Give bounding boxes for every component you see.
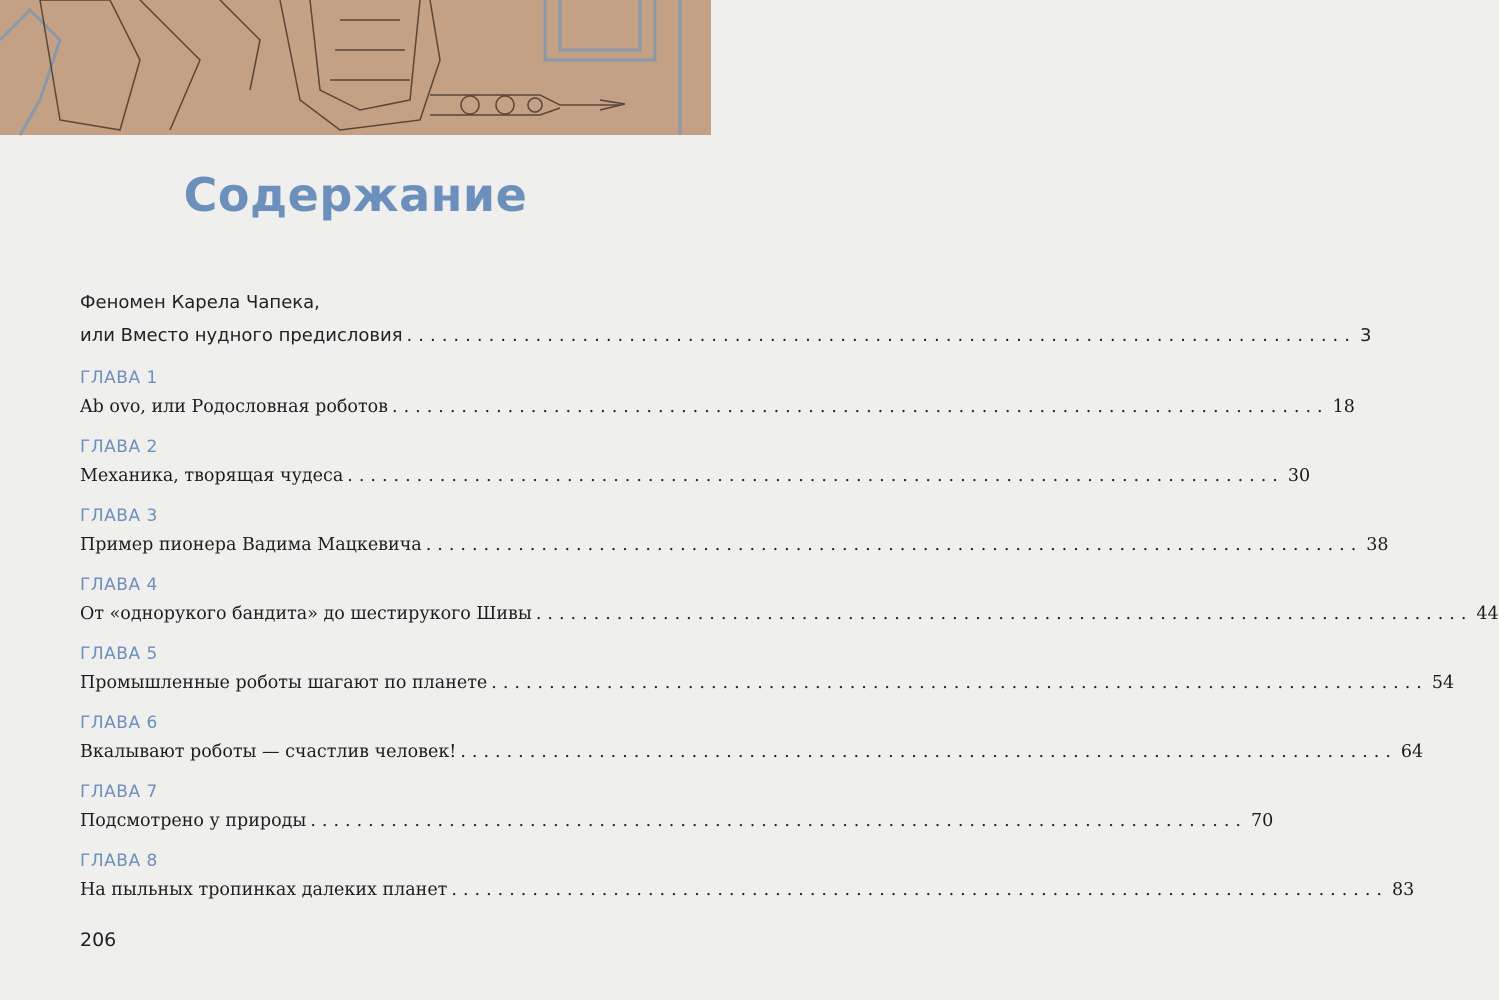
- chapter-page: 38: [1366, 535, 1389, 555]
- chapter-page: 18: [1332, 397, 1355, 417]
- robot-drawing-icon: [0, 0, 711, 135]
- chapter-label: ГЛАВА 7: [80, 782, 158, 802]
- chapter-page: 70: [1250, 811, 1274, 831]
- leader-dots: .................................................................................: [425, 535, 1363, 555]
- leader-dots: .................................................................................: [535, 604, 1473, 624]
- toc-intro-page: 3: [1360, 325, 1372, 346]
- chapter-page: 44: [1476, 604, 1499, 624]
- chapter-row: [80, 738, 1424, 766]
- chapter-title: Ab ovo, или Родословная роботов: [80, 397, 389, 417]
- chapter-label: ГЛАВА 4: [80, 575, 158, 595]
- toc-chapter: [80, 501, 1389, 559]
- page-title: Содержание: [183, 168, 528, 222]
- chapter-label: ГЛАВА 1: [80, 368, 158, 388]
- toc-intro-line1: Феномен Карела Чапека,: [80, 292, 320, 313]
- toc-intro-entry: [80, 286, 1372, 352]
- chapter-page: 83: [1391, 880, 1415, 900]
- toc-intro-line2-row: [80, 319, 1372, 352]
- chapter-page: 64: [1400, 742, 1424, 762]
- chapter-page: 30: [1287, 466, 1311, 486]
- chapter-label: ГЛАВА 3: [80, 506, 158, 526]
- leader-dots: .................................................................................: [460, 742, 1397, 762]
- chapter-title: Пример пионера Вадима Мацкевича: [80, 535, 422, 555]
- header-illustration: [0, 0, 711, 135]
- page-number: 206: [80, 929, 117, 951]
- toc-chapter: [80, 777, 1274, 835]
- toc-chapter: [80, 846, 1415, 904]
- toc-chapter: [80, 708, 1424, 766]
- leader-dots: .................................................................................: [310, 811, 1247, 831]
- leader-dots: .................................................................................: [392, 397, 1329, 417]
- chapter-row: [80, 807, 1274, 835]
- chapter-title: От «однорукого бандита» до шестирукого Шивы: [80, 604, 532, 624]
- chapter-label: ГЛАВА 2: [80, 437, 158, 457]
- toc-chapter: [80, 432, 1311, 490]
- chapter-label: ГЛАВА 5: [80, 644, 158, 664]
- toc-chapter: [80, 639, 1455, 697]
- chapter-row: [80, 600, 1499, 628]
- leader-dots: .................................................................................: [451, 880, 1388, 900]
- table-of-contents: [80, 286, 1499, 904]
- toc-chapter: [80, 363, 1355, 421]
- chapter-title: Вкалывают роботы — счастлив человек!: [80, 742, 457, 762]
- chapter-label: ГЛАВА 8: [80, 851, 158, 871]
- toc-chapter: [80, 570, 1499, 628]
- chapter-row: [80, 669, 1455, 697]
- chapter-page: 54: [1431, 673, 1455, 693]
- chapter-row: [80, 462, 1311, 490]
- chapter-label: ГЛАВА 6: [80, 713, 158, 733]
- chapter-title: Механика, творящая чудеса: [80, 466, 344, 486]
- leader-dots: .................................................................................: [347, 466, 1284, 486]
- chapter-row: [80, 876, 1415, 904]
- chapter-title: Промышленные роботы шагают по планете: [80, 673, 488, 693]
- chapter-title: На пыльных тропинках далеких планет: [80, 880, 448, 900]
- chapter-row: [80, 393, 1355, 421]
- leader-dots: .................................................................................: [406, 325, 1357, 346]
- leader-dots: .................................................................................: [491, 673, 1428, 693]
- toc-intro-line2: или Вместо нудного предисловия: [80, 325, 403, 346]
- chapter-row: [80, 531, 1389, 559]
- chapter-title: Подсмотрено у природы: [80, 811, 307, 831]
